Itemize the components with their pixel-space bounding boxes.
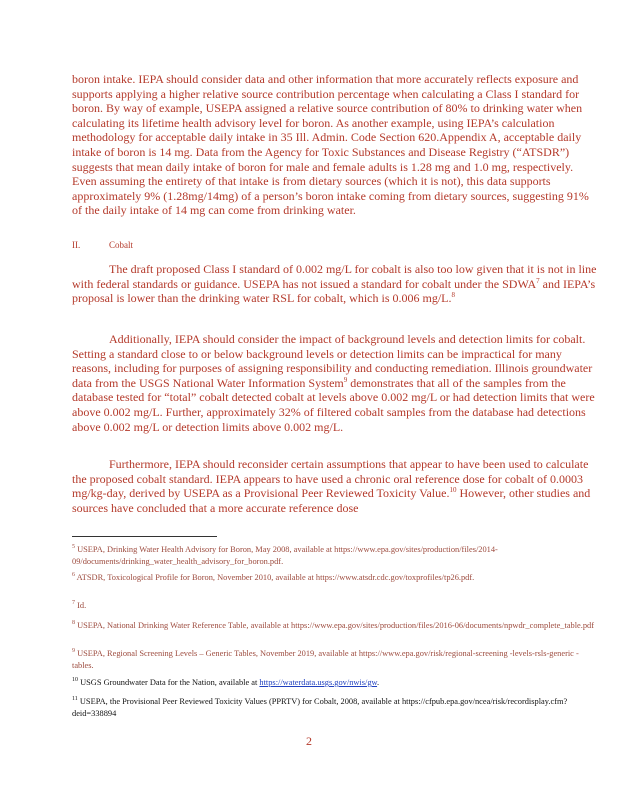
footnote-11: $^{11}$ USEPA, the Provisional Peer Reviewed Toxicity Values (PPRTV) for Cobalt, 2008, available at https://cfpub.epa.gov/ncea/risk/recordisplay.cfm?deid=338894 <box>72 696 568 718</box>
paragraph-background-levels: Additionally, IEPA should consider the impact of background levels and detection limits for cobalt. Setting a standard close to or below background levels or detection limits can be impractical for many reasons, including for purposes of assigning responsibility and conducting remediation. Illinois groundwater data from the USGS National Water Information System$^9$ demonstrates that all of the samples from the database tested for “total” cobalt detected cobalt at levels above 0.002 mg/L or had detection limits that were above 0.002 mg/L. Further, approximately 32% of filtered cobalt samples from the database had detections above 0.002 mg/L or detection limits above 0.002 mg/L. <box>72 332 595 434</box>
footnote-ref-9: 9 <box>343 375 348 384</box>
footnote-ref-8: 8 <box>451 291 455 300</box>
paragraph-reference-dose: Furthermore, IEPA should reconsider certain assumptions that appear to have been used to calculate the proposed cobalt standard. IEPA appears to have used a chronic oral reference dose for cobalt of 0.0003 mg/kg-day, derived by USEPA as a Provisional Peer Reviewed Toxicity Value.$^{10}$ However, other studies and sources have concluded that a more accurate reference dose <box>72 457 591 515</box>
section-title: Cobalt <box>109 240 133 250</box>
page-number: 2 <box>306 734 312 748</box>
footnote-8: $^8$ USEPA, National Drinking Water Reference Table, available at https://www.epa.gov/sites/production/files/2016-06/documents/npwdr_complete_table.pdf <box>72 620 595 630</box>
footnote-10: $^{10}$ USGS Groundwater Data for the Nation, available at https://waterdata.usgs.gov/nwis/gw. <box>72 677 380 687</box>
footnote-5: $^5$ USEPA, Drinking Water Health Advisory for Boron, May 2008, available at https://www.epa.gov/sites/production/files/2014-09/documents/drinking_water_health_advisory_for_boron.pdf. <box>72 544 498 566</box>
section-heading <box>72 240 133 251</box>
paragraph-cobalt-standard: The draft proposed Class I standard of 0.002 mg/L for cobalt is also too low given that it is not in line with federal standards or guidance. USEPA has not issued a standard for cobalt under the SDWA$^7$ and IEPA’s proposal is lower than the drinking water RSL for cobalt, which is 0.006 mg/L.$^8$ <box>72 262 597 306</box>
footnote-ref-7: 7 <box>536 276 540 285</box>
footnote-7: $^7$ Id. <box>72 600 87 610</box>
section-number: II. <box>72 240 81 250</box>
footnote-separator <box>72 536 217 537</box>
usgs-waterdata-link[interactable]: https://waterdata.usgs.gov/nwis/gw <box>259 678 378 687</box>
footnote-9: $^9$ USEPA, Regional Screening Levels – Generic Tables, November 2019, available at https://www.epa.gov/risk/regional-screening -levels-rsls-generic -tables. <box>72 648 579 670</box>
footnote-6: $^6$ ATSDR, Toxicological Profile for Boron, November 2010, available at https://www.atsdr.cdc.gov/toxprofiles/tp26.pdf. <box>72 572 475 582</box>
paragraph-boron-intake: boron intake. IEPA should consider data and other information that more accurately reflects exposure and supports applying a higher relative source contribution percentage when calculating a Class I standard for boron. By way of example, USEPA assigned a relative source contribution of 80% to drinking water when calculating its lifetime health advisory level for boron. As another example, using IEPA’s calculation methodology for acceptable daily intake in 35 Ill. Admin. Code Section 620.Appendix A, acceptable daily intake of boron is 14 mg. Data from the Agency for Toxic Substances and Disease Registry (“ATSDR”) suggests that mean daily intake of boron for male and female adults is 1.28 mg and 1.0 mg, respectively. Even assuming the entirety of that intake is from dietary sources (which it is not), this data supports approximately 9% (1.28mg/14mg) of a person’s boron intake coming from dietary sources, suggesting 91% of the daily intake of 14 mg can come from drinking water. <box>72 72 589 218</box>
footnote-ref-10: 10 <box>449 486 457 495</box>
